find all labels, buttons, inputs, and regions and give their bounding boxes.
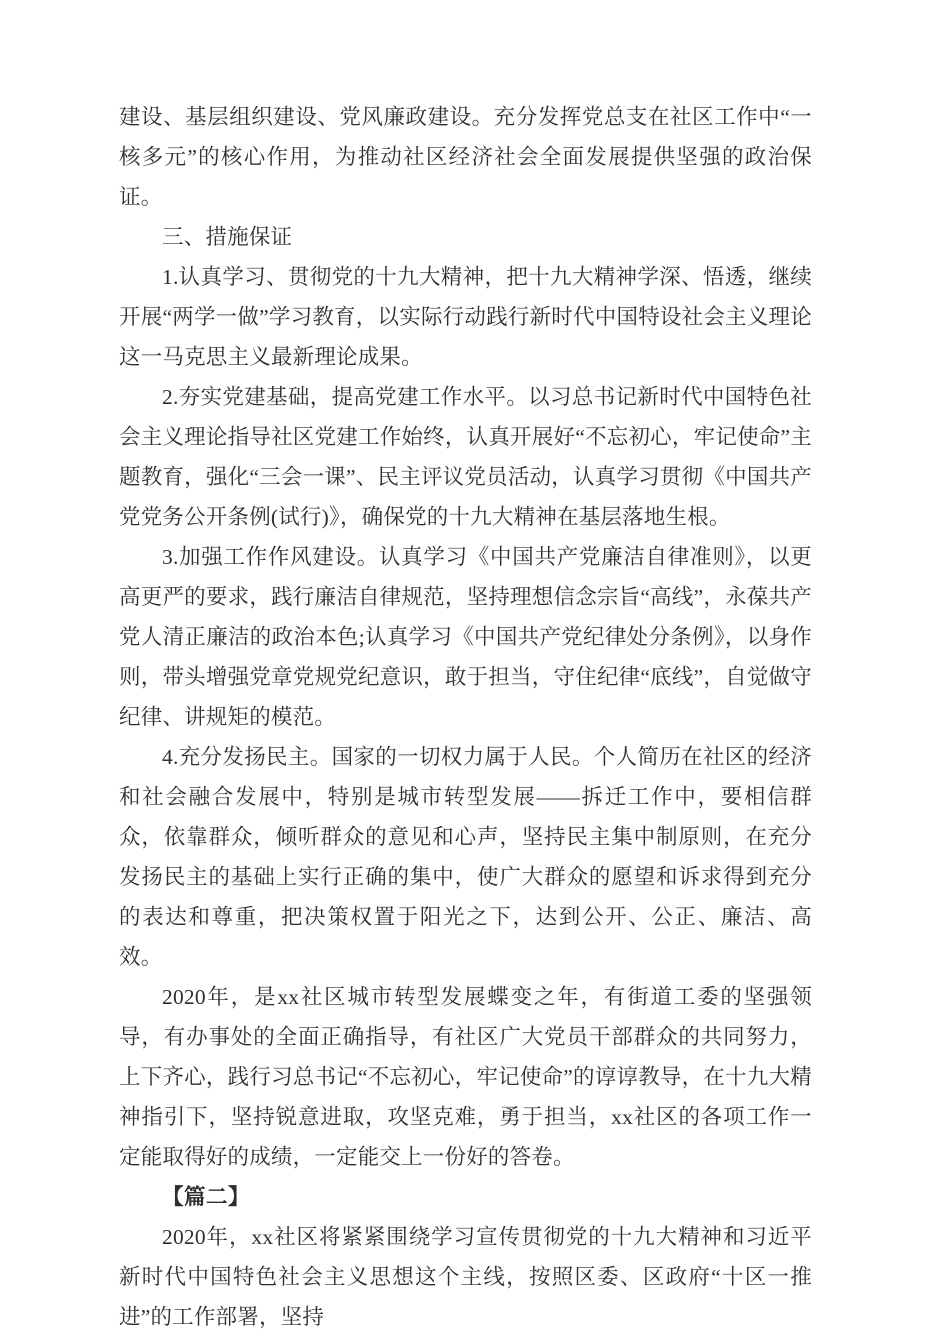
section-marker-part-two: 【篇二】 [162, 1185, 251, 1209]
paragraph-measure-2: 2.夯实党建基础，提高党建工作水平。以习总书记新时代中国特色社会主义理论指导社区党建工作始终，认真开展好“不忘初心，牢记使命”主题教育，强化“三会一课”、民主评议党员活动，认真学习贯彻《中国共产党党务公开条例(试行)》，确保党的十九大精神在基层落地生根。 [119, 385, 812, 529]
paragraph-measure-4: 4.充分发扬民主。国家的一切权力属于人民。个人简历在社区的经济和社会融合发展中，特别是城市转型发展——拆迁工作中，要相信群众，依靠群众，倾听群众的意见和心声，坚持民主集中制原则，在充分发扬民主的基础上实行正确的集中，使广大群众的愿望和诉求得到充分的表达和尊重，把决策权置于阳光之下，达到公开、公正、廉洁、高效。 [119, 745, 812, 969]
paragraph-closing-2020: 2020年，是xx社区城市转型发展蝶变之年，有街道工委的坚强领导，有办事处的全面正确指导，有社区广大党员干部群众的共同努力，上下齐心，践行习总书记“不忘初心，牢记使命”的谆谆教导，在十九大精神指引下，坚持锐意进取，攻坚克难，勇于担当，xx社区的各项工作一定能取得好的成绩，一定能交上一份好的答卷。 [119, 985, 812, 1169]
heading-section-three: 三、措施保证 [162, 225, 293, 249]
paragraph-measure-1: 1.认真学习、贯彻党的十九大精神，把十九大精神学深、悟透，继续开展“两学一做”学习教育，以实际行动践行新时代中国特设社会主义理论这一马克思主义最新理论成果。 [119, 265, 812, 369]
paragraph-part-two-opening: 2020年，xx社区将紧紧围绕学习宣传贯彻党的十九大精神和习近平新时代中国特色社会主义思想这个主线，按照区委、区政府“十区一推进”的工作部署，坚持 [119, 1225, 812, 1329]
paragraph-continuation-party-building: 建设、基层组织建设、党风廉政建设。充分发挥党总支在社区工作中“一核多元”的核心作用，为推动社区经济社会全面发展提供坚强的政治保证。 [119, 105, 812, 209]
document-text-body [119, 97, 812, 1337]
paragraph-measure-3: 3.加强工作作风建设。认真学习《中国共产党廉洁自律准则》，以更高更严的要求，践行廉洁自律规范，坚持理想信念宗旨“高线”，永葆共产党人清正廉洁的政治本色;认真学习《中国共产党纪律处分条例》，以身作则，带头增强党章党规党纪意识，敢于担当，守住纪律“底线”，自觉做守纪律、讲规矩的模范。 [119, 545, 812, 729]
